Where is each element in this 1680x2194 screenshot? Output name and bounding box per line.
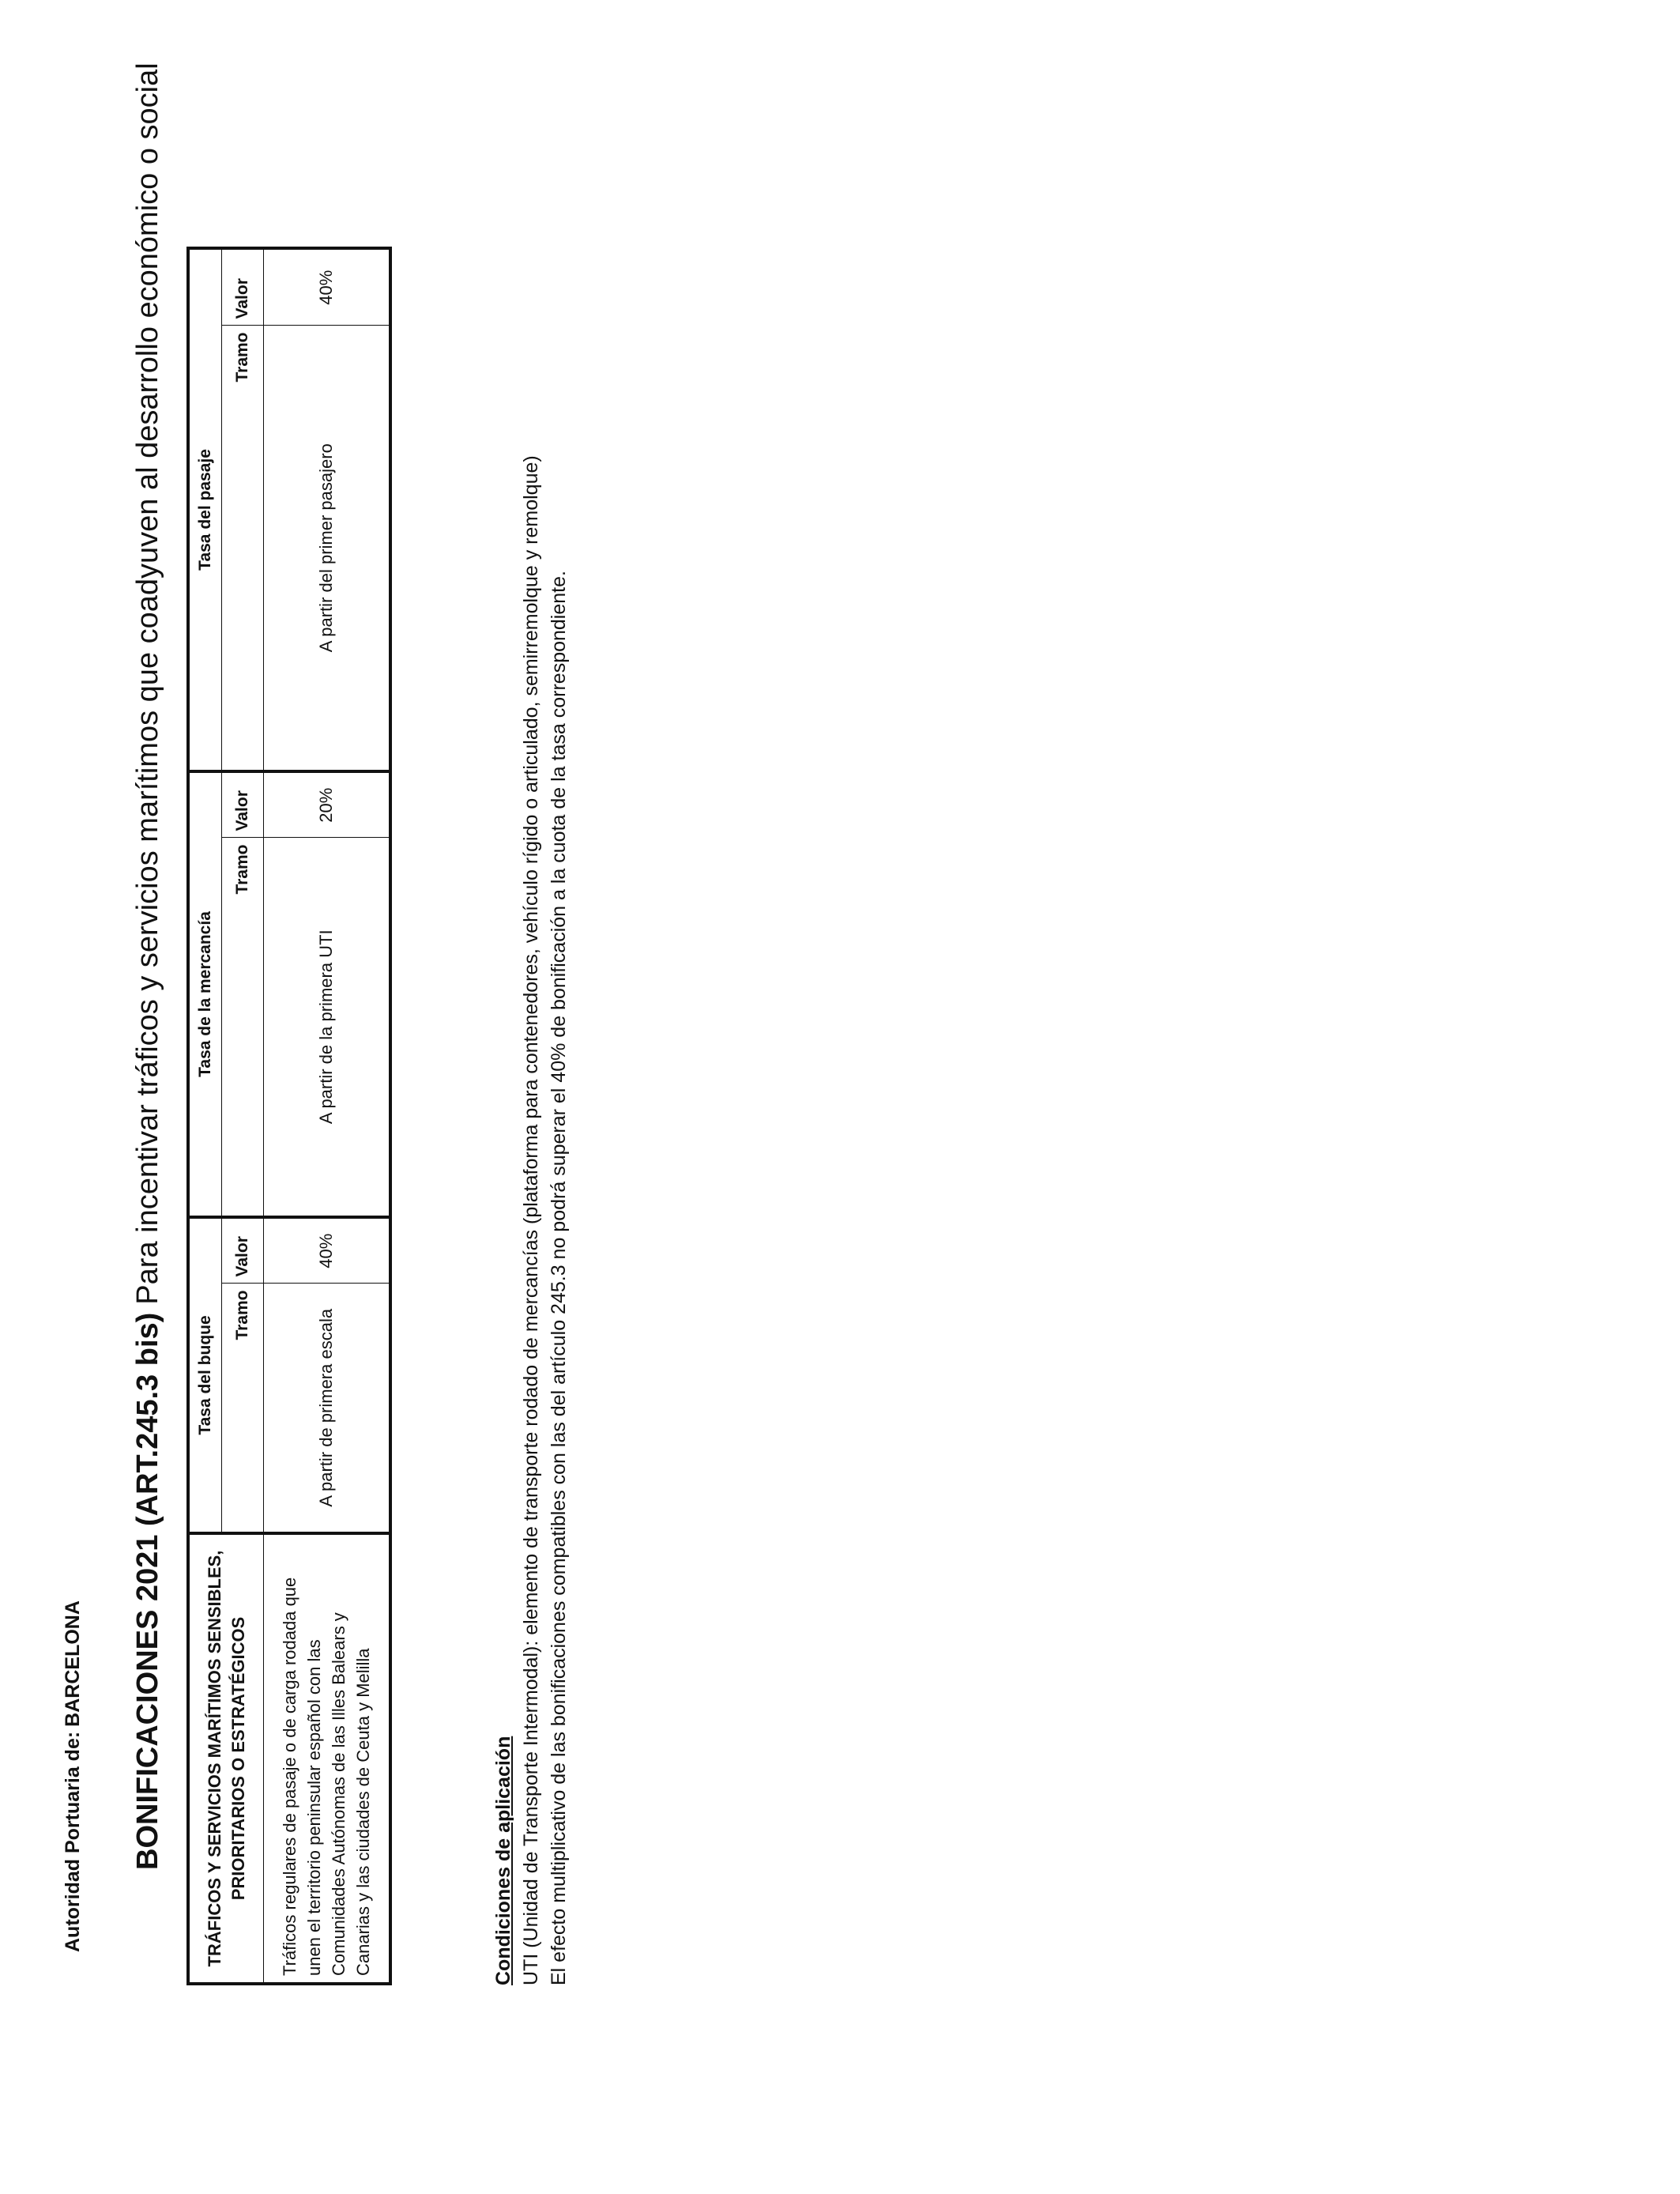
group-header-mercancia: Tasa de la mercancía <box>188 771 222 1217</box>
conditions-section <box>490 455 573 1985</box>
conditions-title: Condiciones de aplicación <box>492 1736 514 1985</box>
bonificaciones-table <box>186 247 392 1985</box>
pasaje-valor-value: 40% <box>264 248 391 326</box>
table-main-header: TRÁFICOS Y SERVICIOS MARÍTIMOS SENSIBLES, PRIORITARIOS O ESTRATÉGICOS <box>188 1533 264 1984</box>
header-buque-tramo: Tramo <box>222 1284 264 1533</box>
row-description: Tráficos regulares de pasaje o de carga rodada que unen el territorio peninsular español con las Comunidades Autónomas de las Illes Balears y Canarias y las ciudades de Ceuta y Melilla <box>264 1533 391 1984</box>
title-bold: BONIFICACIONES 2021 (ART.245.3 bis) <box>131 1312 164 1870</box>
page-title <box>131 62 165 1870</box>
group-header-pasaje: Tasa del pasaje <box>188 248 222 771</box>
header-pasaje-tramo: Tramo <box>222 326 264 771</box>
buque-tramo-value: A partir de primera escala <box>264 1284 391 1533</box>
pasaje-tramo-value: A partir del primer pasajero <box>264 326 391 771</box>
mercancia-valor-value: 20% <box>264 771 391 838</box>
header-mercancia-tramo: Tramo <box>222 838 264 1217</box>
authority-value: BARCELONA <box>62 1600 84 1727</box>
authority-label: Autoridad Portuaria de: <box>62 1731 84 1952</box>
condition-line-uti: UTI (Unidad de Transporte Intermodal): elemento de transporte rodado de mercancías (plataforma para contenedores, vehículo rígido o articulado, semirremolque y remolque) <box>520 455 542 1985</box>
mercancia-tramo-value: A partir de la primera UTI <box>264 838 391 1217</box>
condition-line-efecto: El efecto multiplicativo de las bonificaciones compatibles con las del artículo 245.3 no podrá superar el 40% de bonificación a la cuota de la tasa correspondiente. <box>548 571 570 1985</box>
header-mercancia-valor: Valor <box>222 771 264 838</box>
header-buque-valor: Valor <box>222 1217 264 1284</box>
buque-valor-value: 40% <box>264 1217 391 1284</box>
authority-line <box>62 1600 85 1952</box>
table-row <box>264 248 391 1984</box>
header-pasaje-valor: Valor <box>222 248 264 326</box>
group-header-buque: Tasa del buque <box>188 1217 222 1533</box>
title-rest: Para incentivar tráficos y servicios marítimos que coadyuven al desarrollo económico o social <box>131 62 164 1305</box>
